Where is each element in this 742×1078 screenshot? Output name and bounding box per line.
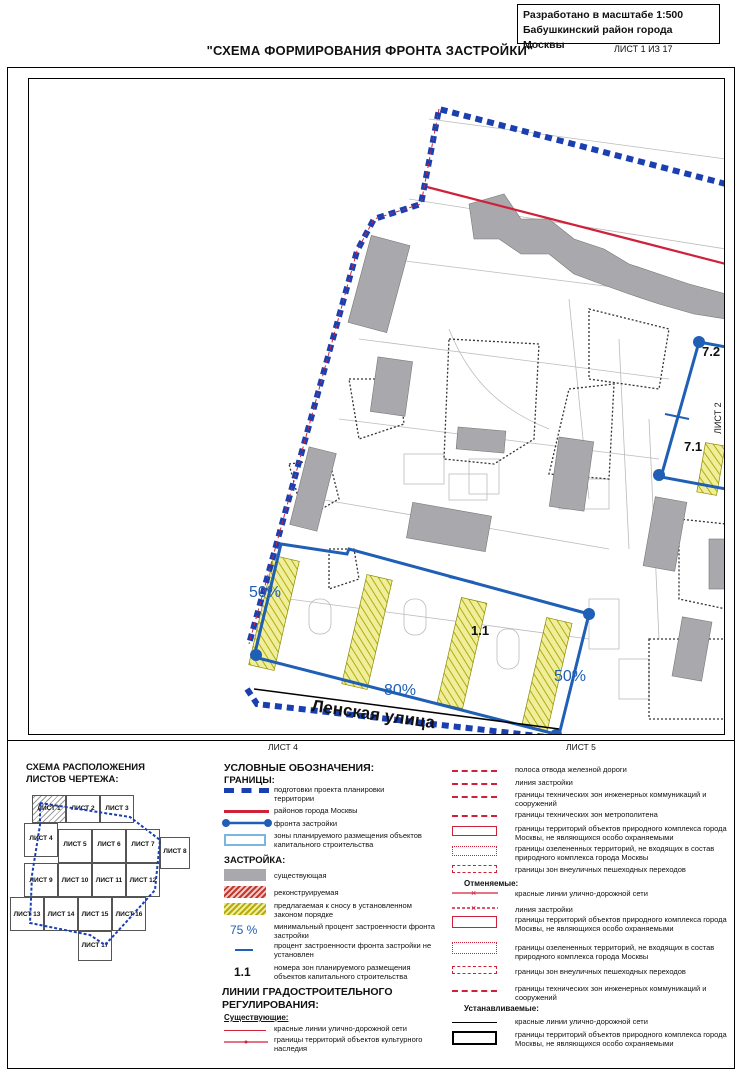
index-cell-4[interactable]: ЛИСТ 4 [24,823,58,857]
map-drawing [29,79,725,735]
legend-r1: полоса отвода железной дороги [515,765,627,774]
zone-label-1-1: 1.1 [471,623,490,638]
cancel-nature-symbol [452,916,497,928]
legend-s1: красные линии улично-дорожной сети [515,1017,648,1026]
green-area-symbol [452,846,497,856]
reconstructed-building-symbol [224,886,266,898]
index-cell-14[interactable]: ЛИСТ 14 [44,897,78,931]
index-cell-13[interactable]: ЛИСТ 13 [10,897,44,931]
pedestrian-zone-symbol [452,865,497,873]
zone-symbol [224,834,266,846]
side-sheet-label: ЛИСТ 2 [713,402,723,434]
percent-left: 50% [249,584,282,601]
legend-title: УСЛОВНЫЕ ОБОЗНАЧЕНИЯ: [224,762,375,774]
index-cell-6[interactable]: ЛИСТ 6 [92,829,126,863]
index-cell-1[interactable]: ЛИСТ 1 [32,795,66,823]
legend-z2: реконструируемая [274,888,339,897]
no-percent-symbol [235,949,253,951]
district-boundary-symbol [224,810,269,813]
legend-c5: границы зон внеуличных пешеходных переходов [515,967,686,976]
cancel-building-line-symbol [452,903,498,913]
legend-r6: границы озелененных территорий, не входящих в состав природного комплекса города Москвы [515,844,715,862]
index-cell-11[interactable]: ЛИСТ 11 [92,863,126,897]
zone-label-7-1: 7.1 [684,439,703,454]
front-symbol [222,818,272,828]
svg-text:×: × [471,888,477,898]
sheet-number: ЛИСТ 1 ИЗ 17 [614,44,673,54]
legend-r4: границы технических зон метрополитена [515,810,658,819]
index-cell-12[interactable]: ЛИСТ 12 [126,863,160,897]
legend-boundaries-heading: ГРАНИЦЫ: [224,775,275,786]
percent-right: 50% [554,668,587,685]
index-boundary [10,795,200,965]
zone-label-7-2: 7.2 [702,344,721,359]
legend-b2: районов города Москвы [274,806,358,815]
legend-b3: фронта застройки [274,819,338,828]
svg-text:×: × [471,903,477,913]
index-cell-17[interactable]: ЛИСТ 17 [78,931,112,961]
cancelled-heading: Отменяемые: [464,879,519,888]
new-nature-symbol [452,1031,497,1045]
legend-r2: линия застройки [515,778,573,787]
project-boundary-symbol [224,788,269,793]
legend-b1: подготовки проекта планировки территории [274,785,385,803]
stamp-scale: Разработано в масштабе 1:500 [523,9,684,21]
legend-r7: границы зон внеуличных пешеходных переходов [515,865,686,874]
railway-symbol [452,770,497,772]
tech-zone-symbol [452,796,497,798]
legend-z6: номера зон планируемого размещения объектов капитального строительства [274,963,411,981]
index-cell-3[interactable]: ЛИСТ 3 [100,795,134,823]
existing-lines-heading: Существующие: [224,1013,289,1022]
index-cell-9[interactable]: ЛИСТ 9 [24,863,58,897]
legend-z1: существующая [274,871,327,880]
legend-b4: зоны планируемого размещения объектов капитального строительства [274,831,422,849]
established-heading: Устанавливаемые: [464,1004,539,1013]
percent-bottom: 80% [384,682,417,699]
index-cell-16[interactable]: ЛИСТ 16 [112,897,146,931]
index-cell-10[interactable]: ЛИСТ 10 [58,863,92,897]
nature-complex-symbol [452,826,497,836]
existing-building-symbol [224,869,266,881]
demolition-building-symbol [224,903,266,915]
legend-z4: минимальный процент застроенности фронта застройки [274,922,435,940]
legend-c6: границы технических зон инженерных коммуникаций и сооружений [515,984,707,1002]
cancel-tech-zone-symbol [452,990,497,992]
cancel-green-symbol [452,942,497,954]
index-cell-15[interactable]: ЛИСТ 15 [78,897,112,931]
street-label: Ленская улица [310,696,437,733]
sheet-index-grid [10,795,200,960]
percent-sample: 75 % [230,923,258,937]
map-area[interactable] [28,78,725,735]
page-title: "СХЕМА ФОРМИРОВАНИЯ ФРОНТА ЗАСТРОЙКИ" [206,43,534,58]
legend-e2: границы территорий объектов культурного наследия [274,1035,423,1053]
legend-c4: границы озелененных территорий, не входящих в состав природного комплекса города Москвы [515,943,715,961]
heritage-line-symbol [224,1038,268,1046]
cancel-red-line-symbol [452,888,498,898]
regulation-lines-heading: ЛИНИИ ГРАДОСТРОИТЕЛЬНОГО РЕГУЛИРОВАНИЯ: [222,986,393,1011]
legend-z5: процент застроенности фронта застройки не установлен [274,941,432,959]
adjacent-sheet-4: ЛИСТ 4 [268,742,298,752]
sheet-index-title: СХЕМА РАСПОЛОЖЕНИЯ ЛИСТОВ ЧЕРТЕЖА: [26,762,145,785]
index-cell-2[interactable]: ЛИСТ 2 [66,795,100,823]
zone-number-sample: 1.1 [234,965,251,979]
legend-c2: линия застройки [515,905,573,914]
legend-building-heading: ЗАСТРОЙКА: [224,855,286,866]
legend-c1: красные линии улично-дорожной сети [515,889,648,898]
legend-r3: границы технических зон инженерных коммуникаций и сооружений [515,790,707,808]
building-line-symbol [452,783,497,785]
adjacent-sheet-5: ЛИСТ 5 [566,742,596,752]
legend-s2: границы территорий объектов природного комплекса города Москвы, не являющихся особо охраняемыми [515,1030,727,1048]
legend-c3: границы территорий объектов природного комплекса города Москвы, не являющихся особо охраняемыми [515,915,727,933]
index-cell-7[interactable]: ЛИСТ 7 [126,829,160,863]
legend-r5: границы территорий объектов природного комплекса города Москвы, не являющихся особо охраняемыми [515,824,727,842]
new-red-line-symbol [452,1022,497,1023]
stamp-district: Бабушкинский район города Москвы [523,24,673,51]
legend-e1: красные линии улично-дорожной сети [274,1024,407,1033]
map-bottom-divider [7,740,735,741]
cancel-pedestrian-symbol [452,966,497,974]
index-cell-8[interactable]: ЛИСТ 8 [160,837,190,869]
index-cell-5[interactable]: ЛИСТ 5 [58,829,92,863]
existing-red-line-symbol [224,1030,266,1031]
legend-z3: предлагаемая к сносу в установленном законом порядке [274,901,412,919]
metro-zone-symbol [452,815,497,817]
